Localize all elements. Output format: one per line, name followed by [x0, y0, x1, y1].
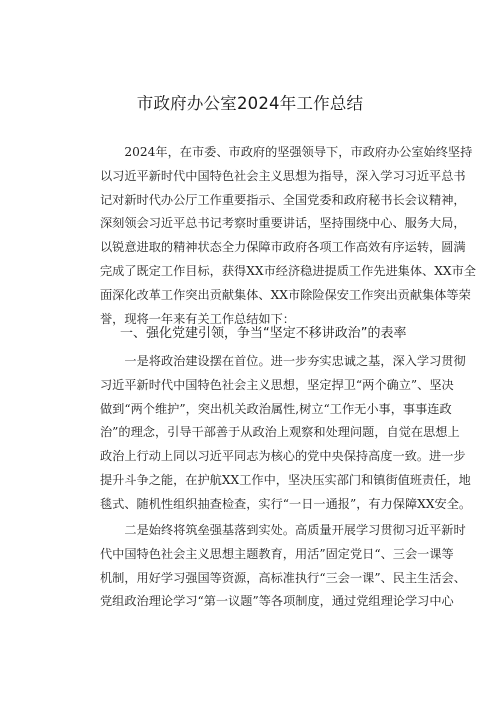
paragraph-line: 二是始终将筑垒强基落到实处。高质量开展学习贯彻习近平新时 — [124, 523, 466, 537]
paragraph-line: 政治上行动上同以习近平同志为核心的党中央保持高度一致。进一步 — [100, 449, 466, 464]
paragraph-line: 党组政治理论学习“第一议题”等各项制度，通过党组理论学习中心 — [100, 594, 454, 609]
paragraph-line: 提升斗争之能，在护航XX工作中，坚决压实部门和镇街值班责任，地 — [100, 472, 471, 487]
paragraph-line: 记对新时代办公厅工作重要指示、全国党委和政府秘书长会议精神， — [100, 192, 466, 207]
paragraph-line: 一是将政治建设摆在首位。进一步夯实忠诚之基，深入学习贯彻 — [124, 354, 466, 368]
section1-paragraph-1 — [100, 350, 472, 517]
paragraph-line: 做到“两个维护”，突出机关政治属性,树立“工作无小事，事事连政 — [100, 401, 452, 416]
paragraph-line: 治”的理念，引导干部善于从政治上观察和处理问题，自觉在思想上 — [100, 425, 460, 440]
paragraph-line: 面深化改革工作突出贡献集体、XX市除险保安工作突出贡献集体等荣 — [100, 287, 471, 302]
document-title: 市政府办公室2024年工作总结 — [136, 94, 364, 113]
paragraph-line: 毯式、随机性组织抽查检查，实行“一日一通报”，有力保障XX安全。 — [100, 496, 472, 511]
intro-paragraph — [100, 141, 476, 331]
section-heading: 一、强化党建引领，争当“坚定不移讲政治”的表率 — [120, 326, 407, 341]
paragraph-line: 以习近平新时代中国特色社会主义思想为指导，深入学习习近平总书 — [100, 168, 466, 183]
paragraph-line: 代中国特色社会主义思想主题教育，用活”固定党日“、三会一课等 — [100, 546, 454, 561]
paragraph-line: 习近平新时代中国特色社会主义思想，坚定捍卫“两个确立”、坚决 — [100, 377, 454, 392]
paragraph-line: 完成了既定工作目标，获得XX市经济稳进提质工作先进集体、XX市全 — [100, 263, 476, 278]
paragraph-line: 2024年，在市委、市政府的坚强领导下，市政府办公室始终坚持 — [124, 145, 473, 159]
paragraph-line: 深刻领会习近平总书记考察时重要讲话，坚持围绕中心、服务大局， — [100, 216, 466, 231]
paragraph-line: 机制，用好学习强国等资源，高标准执行“三会一课”、民主生活会、 — [100, 570, 466, 585]
section1-paragraph-2 — [100, 519, 466, 614]
paragraph-line: 以锐意进取的精神状态全力保障市政府各项工作高效有序运转，圆满 — [100, 240, 466, 255]
paragraph-line: 誉，现将一年来有关工作总结如下： — [100, 311, 295, 326]
